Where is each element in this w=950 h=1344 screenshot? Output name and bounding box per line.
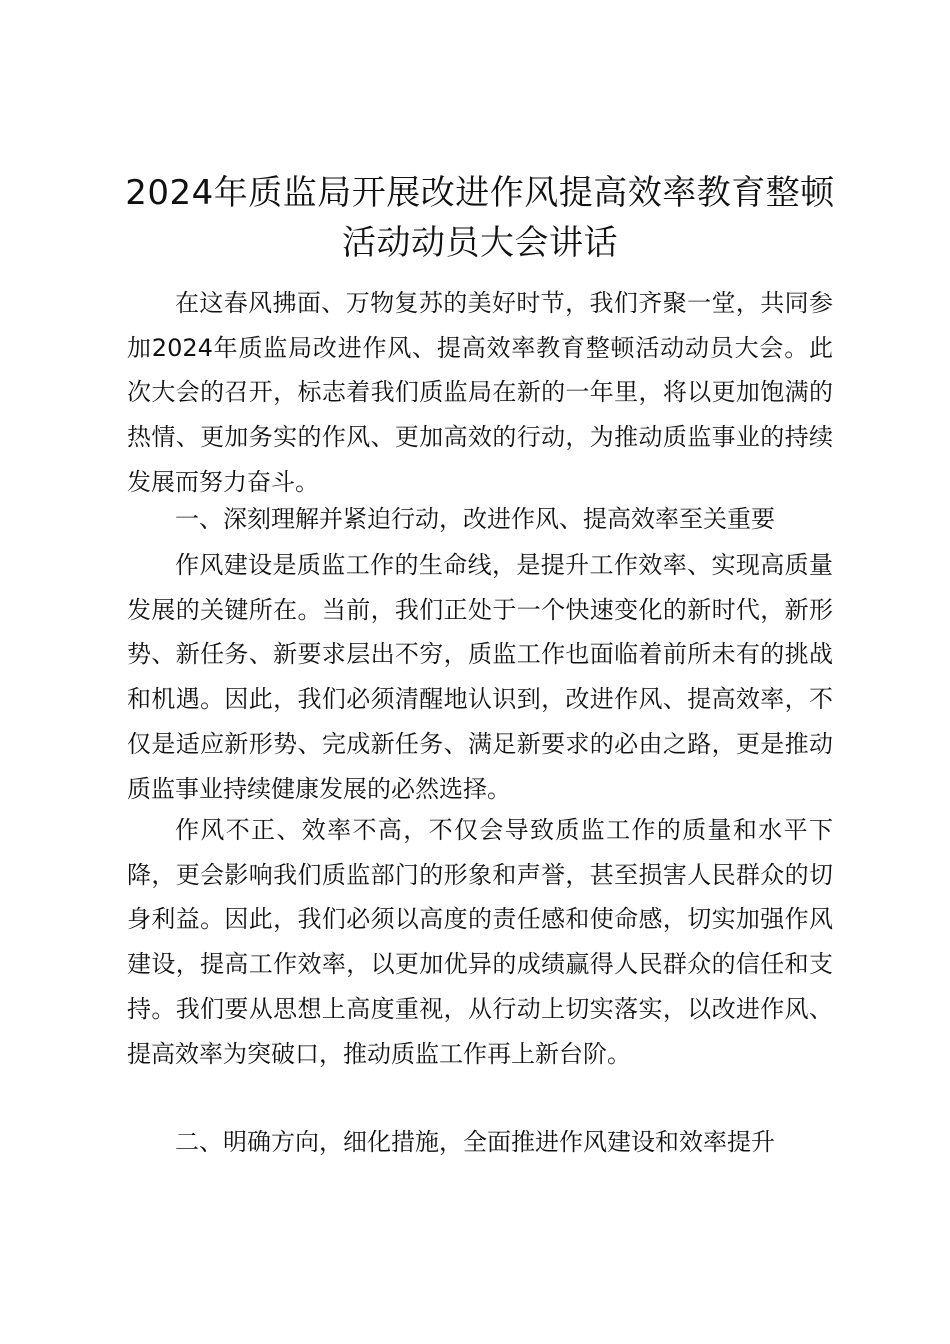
paragraph-section1-a: 作风建设是质监工作的生命线，是提升工作效率、实现高质量发展的关键所在。当前，我们正处于一个快速变化的新时代，新形势、新任务、新要求层出不穷，质监工作也面临着前所未有的挑战和机遇。因此，我们必须清醒地认识到，改进作风、提高效率，不仅是适应新形势、完成新任务、满足新要求的必由之路，更是推动质监事业持续健康发展的必然选择。 [127,551,833,803]
paragraph-intro: 在这春风拂面、万物复苏的美好时节，我们齐聚一堂，共同参加2024年质监局改进作风、提高效率教育整顿活动动员大会。此次大会的召开，标志着我们质监局在新的一年里，将以更加饱满的热情、更加务实的作风、更加高效的行动，为推动质监事业的持续发展而努力奋斗。 [127,289,833,496]
section-heading-1: 一、深刻理解并紧迫行动，改进作风、提高效率至关重要 [175,505,775,533]
paragraph-section1-b: 作风不正、效率不高，不仅会导致质监工作的质量和水平下降，更会影响我们质监部门的形象和声誉，甚至损害人民群众的切身利益。因此，我们必须以高度的责任感和使命感，切实加强作风建设，提高工作效率，以更加优异的成绩赢得人民群众的信任和支持。我们要从思想上高度重视，从行动上切实落实，以改进作风、提高效率为突破口，推动质监工作再上新台阶。 [127,816,833,1068]
section-heading-2: 二、明确方向，细化措施，全面推进作风建设和效率提升 [175,1128,775,1156]
document-title: 2024年质监局开展改进作风提高效率教育整顿活动动员大会讲话 [125,173,835,263]
